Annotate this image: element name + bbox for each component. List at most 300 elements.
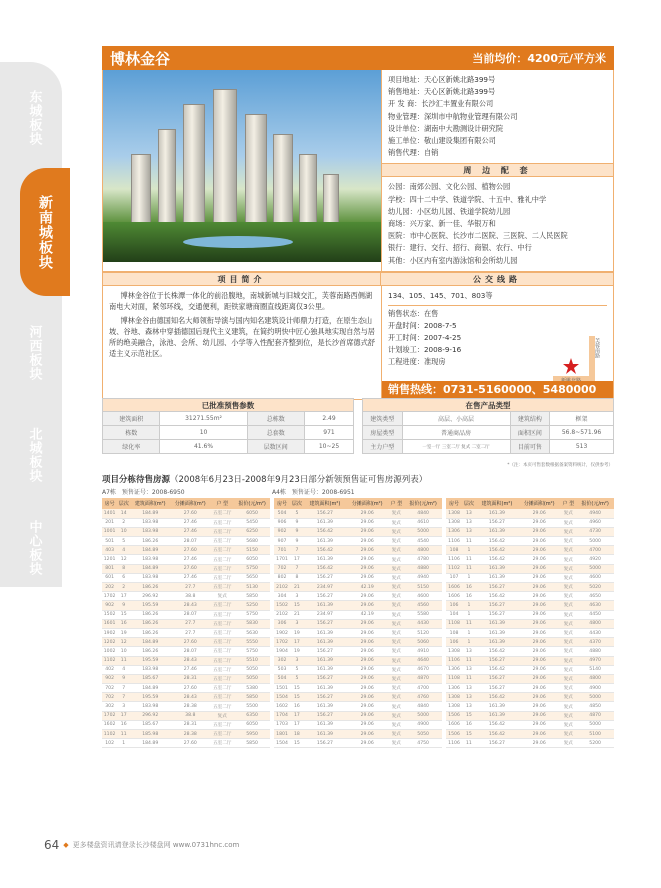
table-cell: 4430 (576, 628, 614, 637)
table-cell: 11 (462, 555, 476, 564)
table-cell: 复式 (388, 674, 404, 683)
col-header: 层次 (462, 498, 476, 509)
table-cell: 4600 (576, 573, 614, 582)
table-cell: 6050 (234, 555, 270, 564)
table-cell: 复式 (388, 647, 404, 656)
table-row (102, 684, 270, 693)
table-cell: 29.06 (346, 656, 388, 665)
project-header (102, 46, 614, 70)
table-cell: 156.27 (476, 656, 518, 665)
table-cell: 1 (117, 739, 130, 748)
table-cell: 29.06 (346, 665, 388, 674)
table-cell: 五室二厅 (210, 702, 234, 711)
status-sale: 销售状态：在售 (388, 308, 439, 318)
table-cell: 29.06 (346, 527, 388, 536)
table-cell: 38.8 (170, 592, 210, 601)
table-cell: 29.06 (346, 684, 388, 693)
table-row (102, 638, 270, 647)
table-cell: 4910 (404, 647, 442, 656)
table-cell: 161.39 (476, 573, 518, 582)
table-cell: 1902 (274, 628, 290, 637)
table-cell: 16 (117, 619, 130, 628)
table-cell: 1108 (446, 619, 462, 628)
table-cell: 1904 (274, 647, 290, 656)
table-cell: 4800 (576, 619, 614, 628)
table-cell: 五室二厅 (210, 518, 234, 527)
table-cell: 复式 (388, 638, 404, 647)
tab-center[interactable]: 中心板块 (26, 519, 42, 576)
table-cell: 5140 (576, 665, 614, 674)
table-cell: 4730 (576, 527, 614, 536)
table-cell: 29.06 (518, 684, 560, 693)
table-cell: 156.27 (476, 518, 518, 527)
table-cell: 161.39 (476, 564, 518, 573)
table-cell: 5020 (576, 583, 614, 592)
surr-other: 其他：小区内有室内游泳馆和会所幼儿园 (388, 255, 518, 265)
table-cell: 13 (462, 509, 476, 518)
table-cell: 27.7 (170, 628, 210, 637)
table-cell: 复式 (560, 638, 576, 647)
table-cell: 4940 (576, 509, 614, 518)
table-cell: 29.06 (518, 610, 560, 619)
table-row (102, 573, 270, 582)
table-cell: 复式 (388, 537, 404, 546)
table-cell: 1702 (274, 638, 290, 647)
table-cell: 4940 (404, 573, 442, 582)
table-cell: 五室二厅 (210, 693, 234, 702)
table-cell: 156.42 (476, 647, 518, 656)
table-row (274, 656, 442, 665)
table-cell: 801 (102, 564, 117, 573)
table-cell: 4670 (404, 665, 442, 674)
table-cell: 161.39 (304, 537, 346, 546)
table-cell: 4760 (404, 693, 442, 702)
table-cell: 16 (462, 583, 476, 592)
table-cell: 29.06 (518, 555, 560, 564)
table-row (274, 592, 442, 601)
listings-section (102, 473, 614, 748)
table-cell: 29.06 (518, 656, 560, 665)
table-cell: 156.27 (304, 592, 346, 601)
table-cell: 27.60 (170, 684, 210, 693)
table-row (274, 684, 442, 693)
intro-heading: 项目简介 (102, 272, 380, 286)
table-row (102, 592, 270, 601)
table-cell: 复式 (560, 518, 576, 527)
table-cell: 184.89 (130, 564, 170, 573)
table-row (102, 610, 270, 619)
table-cell: 5450 (234, 518, 270, 527)
table-cell: 五室二厅 (210, 610, 234, 619)
table-row (274, 638, 442, 647)
table-cell: 1 (462, 610, 476, 619)
table-cell: 4780 (404, 555, 442, 564)
table-cell: 复式 (560, 527, 576, 536)
col-header: 房号 (102, 498, 117, 509)
table-cell: 5850 (234, 592, 270, 601)
table-cell: 28.43 (170, 601, 210, 610)
bus-lines: 134、105、145、701、803等 (388, 290, 493, 300)
table-row (102, 564, 270, 573)
table-row (446, 601, 614, 610)
table-cell: 504 (274, 509, 290, 518)
table-row (446, 583, 614, 592)
a4-subtitle: A4栋 预售证号：2008-6951 (272, 489, 355, 496)
table-cell: 复式 (560, 555, 576, 564)
table-cell: 4640 (404, 656, 442, 665)
table-row (446, 674, 614, 683)
tab-north[interactable]: 北城板块 (26, 427, 42, 483)
bus-heading: 公交线路 (380, 272, 614, 286)
table-cell: 五室二厅 (210, 739, 234, 748)
table-cell: 186.26 (130, 628, 170, 637)
table-cell: 9 (290, 527, 304, 536)
table-cell: 复式 (388, 546, 404, 555)
table-cell: 156.27 (476, 684, 518, 693)
brand-mark-icon: ◆ (63, 841, 69, 849)
surr-bank: 银行：建行、交行、招行、商银、农行、中行 (388, 243, 532, 253)
table-cell: 复式 (560, 592, 576, 601)
table-cell: 复式 (560, 739, 576, 748)
table-cell: 1601 (102, 619, 117, 628)
table-cell: 5000 (576, 564, 614, 573)
table-cell: 5750 (234, 564, 270, 573)
table-cell: 186.26 (130, 583, 170, 592)
table-cell: 1102 (102, 730, 117, 739)
table-cell: 161.39 (304, 665, 346, 674)
project-info (381, 70, 613, 271)
table-cell: 28.38 (170, 730, 210, 739)
table-cell: 五室二厅 (210, 583, 234, 592)
table-cell: 2 (117, 518, 130, 527)
table-cell: 五室二厅 (210, 573, 234, 582)
table-cell: 183.98 (130, 555, 170, 564)
table-cell: 28.07 (170, 537, 210, 546)
table-cell: 183.98 (130, 702, 170, 711)
table-cell: 11 (117, 656, 130, 665)
table-cell: 复式 (388, 573, 404, 582)
table-cell: 五室二厅 (210, 638, 234, 647)
table-row (102, 518, 270, 527)
table-cell: 21 (290, 583, 304, 592)
table-cell: 27.46 (170, 665, 210, 674)
table-row (102, 730, 270, 739)
table-row (274, 601, 442, 610)
table-cell: 28.38 (170, 702, 210, 711)
status-open: 开盘时间：2008-7-5 (388, 320, 457, 330)
table-cell: 9 (117, 674, 130, 683)
table-cell: 5050 (234, 665, 270, 674)
table-cell: 4800 (404, 546, 442, 555)
table-cell: 1606 (446, 583, 462, 592)
table-cell: 195.59 (130, 693, 170, 702)
table-row (446, 537, 614, 546)
table-cell: 902 (274, 527, 290, 536)
table-cell: 5130 (234, 583, 270, 592)
table-cell: 29.06 (518, 527, 560, 536)
table-cell: 复式 (388, 730, 404, 739)
table-cell: 106 (446, 638, 462, 647)
tab-hexi[interactable]: 河西板块 (26, 324, 42, 381)
table-cell: 1 (462, 638, 476, 647)
table-row (446, 730, 614, 739)
table-cell: 28.43 (170, 693, 210, 702)
table-cell: 复式 (560, 702, 576, 711)
table-cell: 复式 (388, 628, 404, 637)
table-cell: 156.42 (476, 665, 518, 674)
table-cell: 902 (102, 601, 117, 610)
table-cell: 17 (290, 711, 304, 720)
table-row (274, 693, 442, 702)
table-cell: 五室二厅 (210, 601, 234, 610)
table-cell: 102 (102, 739, 117, 748)
table-cell: 161.39 (304, 656, 346, 665)
table-cell: 504 (274, 674, 290, 683)
table-cell: 29.06 (518, 628, 560, 637)
table-cell: 29.06 (518, 573, 560, 582)
table-cell: 1306 (446, 527, 462, 536)
table-cell: 复式 (388, 610, 404, 619)
table-cell: 702 (274, 564, 290, 573)
table-row (446, 518, 614, 527)
table-cell: 1506 (446, 711, 462, 720)
table-cell: 五室二厅 (210, 555, 234, 564)
table-cell: 29.06 (346, 564, 388, 573)
table-row (102, 693, 270, 702)
table-row (446, 546, 614, 555)
table-cell: 161.39 (476, 628, 518, 637)
table-cell: 29.06 (518, 583, 560, 592)
table-cell: 7 (290, 564, 304, 573)
table-cell: 13 (462, 518, 476, 527)
table-cell: 5050 (404, 730, 442, 739)
table-cell: 4430 (404, 619, 442, 628)
table-cell: 复式 (388, 684, 404, 693)
table-cell: 42.19 (346, 610, 388, 619)
table-cell: 1501 (274, 684, 290, 693)
table-cell: 4840 (404, 702, 442, 711)
table-cell: 9 (290, 537, 304, 546)
table-cell: 1102 (446, 564, 462, 573)
table-cell: 802 (274, 573, 290, 582)
table-cell: 17 (290, 555, 304, 564)
table-cell: 1801 (274, 730, 290, 739)
table-cell: 27.60 (170, 564, 210, 573)
table-cell: 183.98 (130, 518, 170, 527)
table-cell: 28.07 (170, 647, 210, 656)
table-cell: 29.06 (346, 546, 388, 555)
table-cell: 15 (290, 684, 304, 693)
table-cell: 1202 (102, 638, 117, 647)
project-name: 博林金谷 (110, 49, 171, 68)
table-cell: 29.06 (518, 537, 560, 546)
table-cell: 11 (117, 730, 130, 739)
table-cell: 6250 (234, 527, 270, 536)
table-row (446, 711, 614, 720)
table-row (274, 527, 442, 536)
table-cell: 3 (290, 656, 304, 665)
table-row (446, 739, 614, 748)
table-cell: 复式 (560, 601, 576, 610)
table-cell: 195.59 (130, 601, 170, 610)
product-types-table: 在售产品类型 建筑类型 高层、小高层 建筑结构 框架 房屋类型 普通商品房 面积区间 56.8~571.96 主力户型 一室一厅 三室二厅 复式 二室二厅 目前可售 513 (362, 398, 614, 454)
table-row (446, 527, 614, 536)
info-sales-address: 销售地址：天心区新姚北路399号 (388, 87, 496, 97)
table-cell: 906 (274, 518, 290, 527)
table-cell: 15 (462, 730, 476, 739)
table-cell: 5650 (234, 573, 270, 582)
info-address: 项目地址：天心区新姚北路399号 (388, 75, 496, 84)
table-cell: 复式 (388, 518, 404, 527)
table-cell: 复式 (210, 711, 234, 720)
table-cell: 27.7 (170, 619, 210, 628)
table-cell: 29.06 (346, 509, 388, 518)
table-cell: 复式 (388, 711, 404, 720)
table-cell: 4870 (404, 674, 442, 683)
table-row (446, 564, 614, 573)
table-cell: 29.06 (518, 674, 560, 683)
table-cell: 5500 (234, 702, 270, 711)
table-cell: 29.06 (346, 702, 388, 711)
table-row (446, 702, 614, 711)
table-cell: 7 (117, 684, 130, 693)
footer (44, 838, 239, 852)
table-cell: 17 (290, 720, 304, 729)
table-cell: 1108 (446, 674, 462, 683)
table-cell: 5000 (404, 711, 442, 720)
table-cell: 19 (290, 647, 304, 656)
table-row (102, 583, 270, 592)
table-cell: 7 (117, 693, 130, 702)
table-cell: 复式 (560, 693, 576, 702)
table-cell: 29.06 (518, 619, 560, 628)
table-cell: 13 (462, 693, 476, 702)
table-cell: 29.06 (346, 674, 388, 683)
col-header: 分摊面积(m²) (170, 498, 210, 509)
table-cell: 1106 (446, 555, 462, 564)
table-cell: 4540 (404, 537, 442, 546)
table-cell: 183.98 (130, 665, 170, 674)
table-cell: 13 (462, 665, 476, 674)
table-cell: 复式 (388, 555, 404, 564)
table-cell: 复式 (388, 583, 404, 592)
table-cell: 2102 (274, 583, 290, 592)
table-cell: 6350 (234, 711, 270, 720)
table-cell: 17 (290, 638, 304, 647)
table-cell: 1 (462, 546, 476, 555)
table-cell: 五室二厅 (210, 628, 234, 637)
table-cell: 183.98 (130, 573, 170, 582)
table-cell: 156.42 (476, 592, 518, 601)
table-cell: 107 (446, 573, 462, 582)
table-cell: 5 (290, 674, 304, 683)
table-cell: 1201 (102, 555, 117, 564)
table-cell: 5850 (234, 739, 270, 748)
params-section (102, 398, 614, 454)
table-cell: 1306 (446, 665, 462, 674)
surr-kindergarten: 幼儿园：小区幼儿园、铁道学院幼儿园 (388, 206, 511, 216)
table-row (274, 628, 442, 637)
table-cell: 28.07 (170, 610, 210, 619)
table-cell: 复式 (388, 527, 404, 536)
table-cell: 1606 (446, 592, 462, 601)
table-cell: 161.39 (304, 684, 346, 693)
table-cell: 15 (290, 693, 304, 702)
location-star-icon (563, 358, 579, 374)
table-cell: 五室二厅 (210, 647, 234, 656)
table-cell: 五室二厅 (210, 730, 234, 739)
table-cell: 29.06 (346, 730, 388, 739)
table-cell: 1308 (446, 693, 462, 702)
table-cell: 156.27 (304, 739, 346, 748)
table-row (102, 665, 270, 674)
table-cell: 302 (102, 702, 117, 711)
table-row (102, 555, 270, 564)
table-cell: 1602 (102, 720, 117, 729)
table-cell: 4900 (404, 720, 442, 729)
table-cell: 161.39 (476, 527, 518, 536)
table-cell: 11 (462, 674, 476, 683)
table-cell: 11 (462, 619, 476, 628)
a7-subtitle: A7栋 预售证号：2008-6950 (102, 489, 185, 496)
table-row (274, 665, 442, 674)
table-cell: 1504 (274, 693, 290, 702)
table-row (274, 647, 442, 656)
table-row (274, 739, 442, 748)
table-cell: 701 (274, 546, 290, 555)
table-cell: 29.06 (518, 730, 560, 739)
table-cell: 302 (274, 656, 290, 665)
tab-east[interactable]: 东城板块 (26, 89, 42, 146)
product-types-title: 在售产品类型 (363, 399, 614, 412)
table-cell: 6050 (234, 509, 270, 518)
table-cell: 5950 (234, 730, 270, 739)
table-cell: 29.06 (346, 647, 388, 656)
table-cell: 156.42 (476, 537, 518, 546)
table-cell: 复式 (560, 619, 576, 628)
table-cell: 161.39 (304, 720, 346, 729)
table-cell: 28.31 (170, 674, 210, 683)
table-cell: 复式 (560, 674, 576, 683)
table-cell: 4920 (576, 555, 614, 564)
table-cell: 21 (290, 610, 304, 619)
table-row (446, 647, 614, 656)
project-card (102, 46, 614, 400)
status-complete: 计划竣工：2008-9-16 (388, 344, 462, 354)
table-cell: 5150 (404, 583, 442, 592)
table-cell: 复式 (388, 739, 404, 748)
table-cell: 4970 (576, 656, 614, 665)
table-cell: 复式 (388, 720, 404, 729)
table-cell: 1308 (446, 702, 462, 711)
col-header: 房号 (274, 498, 290, 509)
info-construction: 施工单位：敬山建设集团有限公司 (388, 136, 496, 146)
table-row (446, 656, 614, 665)
tab-new-south[interactable]: 新南城板块 (20, 168, 70, 296)
table-cell: 4870 (576, 711, 614, 720)
table-cell: 5060 (404, 638, 442, 647)
table-cell: 27.46 (170, 573, 210, 582)
table-cell: 184.89 (130, 546, 170, 555)
table-cell: 4850 (576, 702, 614, 711)
table-cell: 29.06 (518, 509, 560, 518)
table-cell: 1106 (446, 537, 462, 546)
table-cell: 28.31 (170, 720, 210, 729)
table-cell: 2102 (274, 610, 290, 619)
table-cell: 17 (117, 592, 130, 601)
table-cell: 17 (117, 711, 130, 720)
table-cell: 5150 (234, 546, 270, 555)
